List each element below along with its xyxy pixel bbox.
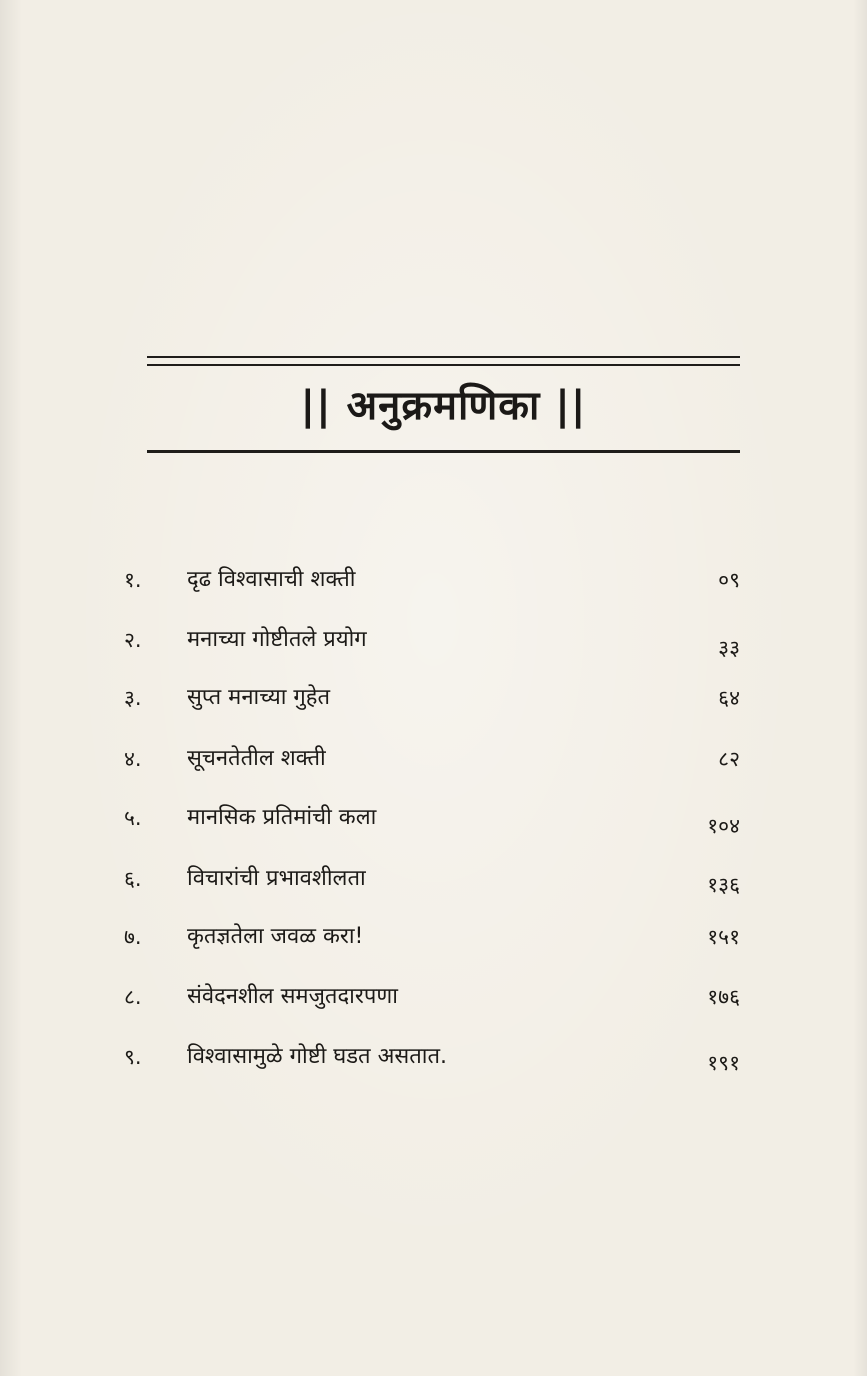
toc-entry-title: मानसिक प्रतिमांची कला	[187, 805, 377, 830]
toc-entry-title: दृढ विश्वासाची शक्ती	[187, 567, 356, 592]
toc-entry-number: ७.	[124, 925, 142, 949]
toc-entry-title: संवेदनशील समजुतदारपणा	[187, 984, 398, 1009]
contents-title: || अनुक्रमणिका ||	[300, 383, 587, 429]
toc-entry-5	[0, 798, 867, 838]
toc-entry-title: मनाच्या गोष्टीतले प्रयोग	[187, 627, 367, 652]
toc-entry-number: ५.	[124, 806, 142, 830]
toc-entry-title: विचारांची प्रभावशीलता	[187, 866, 366, 891]
toc-entry-number: १.	[124, 568, 142, 592]
toc-entry-page: ३३	[718, 636, 740, 660]
toc-entry-page: १३६	[707, 873, 740, 897]
toc-entry-number: ४.	[124, 747, 142, 771]
toc-entry-page: १७६	[707, 985, 740, 1009]
toc-entry-page: ८२	[718, 747, 740, 771]
toc-entry-number: ८.	[124, 985, 142, 1009]
toc-entry-title: सुप्त मनाच्या गुहेत	[187, 685, 331, 710]
toc-entry-title: कृतज्ञतेला जवळ करा!	[187, 924, 364, 949]
toc-entry-7	[0, 917, 867, 957]
toc-entry-title: सूचनतेतील शक्ती	[187, 746, 326, 771]
toc-entry-8	[0, 977, 867, 1017]
toc-entry-page: १५१	[707, 925, 740, 949]
toc-entry-page: ०९	[718, 568, 740, 592]
toc-entry-9	[0, 1037, 867, 1077]
toc-entry-page: ६४	[718, 686, 740, 710]
toc-entry-number: ९.	[124, 1045, 142, 1069]
toc-entry-page: १९१	[707, 1051, 740, 1075]
toc-entry-6	[0, 859, 867, 899]
top-rule-upper	[147, 356, 740, 358]
toc-entry-1	[0, 560, 867, 600]
toc-entry-number: ६.	[124, 867, 142, 891]
top-rule-lower	[147, 364, 740, 366]
toc-entry-title: विश्वासामुळे गोष्टी घडत असतात.	[187, 1044, 448, 1069]
toc-entry-3	[0, 678, 867, 718]
toc-entry-number: ३.	[124, 686, 142, 710]
toc-entry-4	[0, 739, 867, 779]
toc-entry-number: २.	[124, 628, 142, 652]
title-bottom-rule	[147, 450, 740, 453]
toc-entry-page: १०४	[707, 814, 740, 838]
toc-entry-2	[0, 620, 867, 660]
